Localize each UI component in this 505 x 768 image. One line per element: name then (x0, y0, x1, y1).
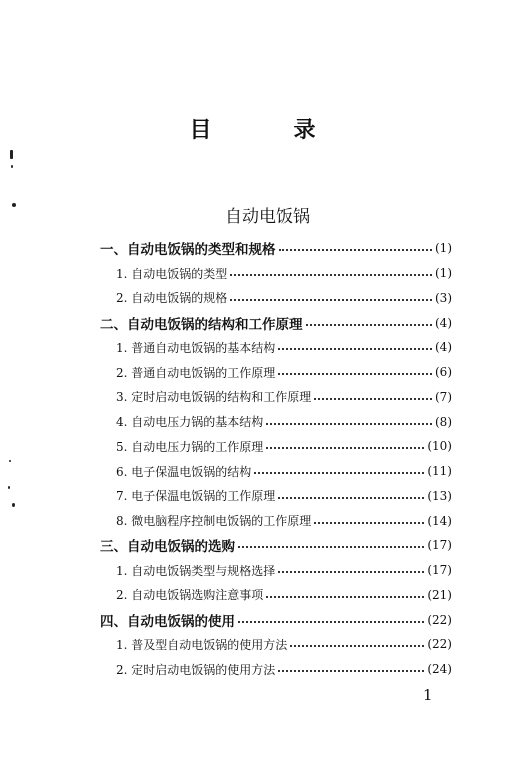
toc-entry-label: 2. 普通自动电饭锅的工作原理 (116, 365, 276, 380)
toc-entry[interactable] (100, 434, 452, 459)
scan-speck (12, 503, 15, 507)
toc-entry-page: (4) (435, 340, 452, 355)
dot-leader (290, 645, 424, 647)
toc-entry[interactable] (100, 310, 452, 335)
toc-entry-label: 7. 电子保温电饭锅的工作原理 (116, 489, 276, 504)
toc-entry-page: (22) (427, 612, 452, 627)
dot-leader (230, 299, 432, 301)
toc-entry[interactable] (100, 335, 452, 360)
toc-entry-page: (14) (427, 513, 452, 528)
dot-leader (314, 522, 424, 524)
dot-leader (278, 497, 424, 499)
toc-entry-label: 二、自动电饭锅的结构和工作原理 (100, 316, 303, 333)
dot-leader (278, 571, 424, 573)
toc-entry-label: 3. 定时启动电饭锅的结构和工作原理 (116, 390, 312, 405)
scan-speck (9, 460, 11, 462)
scan-speck (8, 486, 10, 489)
toc-entry[interactable] (100, 261, 452, 286)
toc-entry[interactable] (100, 607, 452, 632)
toc-entry-label: 1. 普及型自动电饭锅的使用方法 (116, 637, 288, 652)
scan-speck (12, 203, 16, 207)
toc-entry[interactable] (100, 360, 452, 385)
dot-leader (278, 670, 424, 672)
toc-entry-label: 5. 自动电压力锅的工作原理 (116, 439, 264, 454)
toc-entry[interactable] (100, 632, 452, 657)
toc-entry-label: 2. 自动电饭锅的规格 (116, 291, 228, 306)
toc-entry-page: (6) (435, 365, 452, 380)
dot-leader (314, 398, 432, 400)
section-heading: 自动电饭锅 (225, 207, 310, 227)
dot-leader (238, 621, 424, 623)
toc-entry-page: (1) (435, 266, 452, 281)
toc-entry[interactable] (100, 533, 452, 558)
toc-entry-page: (1) (435, 241, 452, 256)
dot-leader (278, 348, 432, 350)
toc-entry-label: 四、自动电饭锅的使用 (100, 613, 235, 630)
toc-entry-label: 1. 自动电饭锅的类型 (116, 266, 228, 281)
toc-entry-page: (8) (435, 414, 452, 429)
toc-entry-label: 1. 普通自动电饭锅的基本结构 (116, 340, 276, 355)
dot-leader (238, 546, 424, 548)
dot-leader (278, 373, 432, 375)
dot-leader (254, 472, 424, 474)
toc-entry-page: (22) (427, 637, 452, 652)
toc-entry[interactable] (100, 508, 452, 533)
toc-entry-page: (21) (427, 587, 452, 602)
toc-entry-page: (10) (427, 439, 452, 454)
toc-entry[interactable] (100, 236, 452, 261)
toc-entry[interactable] (100, 558, 452, 583)
toc-entry[interactable] (100, 286, 452, 311)
dot-leader (266, 447, 424, 449)
toc-entry[interactable] (100, 484, 452, 509)
dot-leader (230, 274, 432, 276)
dot-leader (306, 324, 433, 326)
dot-leader (279, 249, 433, 251)
toc-entry-page: (17) (427, 538, 452, 553)
toc-entry-label: 4. 自动电压力锅的基本结构 (116, 415, 264, 430)
toc-entry[interactable] (100, 459, 452, 484)
toc-entry[interactable] (100, 409, 452, 434)
scan-speck (11, 165, 13, 168)
toc-entry-page: (7) (435, 389, 452, 404)
toc-entry-label: 8. 微电脑程序控制电饭锅的工作原理 (116, 514, 312, 529)
toc-entry-label: 2. 定时启动电饭锅的使用方法 (116, 662, 276, 677)
toc-entry[interactable] (100, 385, 452, 410)
toc-entry-page: (3) (435, 290, 452, 305)
scan-speck (10, 150, 13, 159)
dot-leader (266, 423, 432, 425)
table-of-contents (100, 236, 452, 682)
dot-leader (266, 596, 424, 598)
toc-entry-label: 1. 自动电饭锅类型与规格选择 (116, 563, 276, 578)
toc-entry-page: (11) (427, 464, 452, 479)
toc-entry-page: (24) (427, 662, 452, 677)
toc-entry-page: (17) (427, 563, 452, 578)
toc-entry-label: 三、自动电饭锅的选购 (100, 539, 235, 556)
toc-entry[interactable] (100, 583, 452, 608)
page-number: 1 (423, 686, 433, 704)
page-title: 目 录 (189, 118, 346, 143)
toc-entry-page: (13) (427, 488, 452, 503)
toc-entry[interactable] (100, 657, 452, 682)
toc-entry-label: 一、自动电饭锅的类型和规格 (100, 242, 276, 259)
toc-entry-page: (4) (435, 315, 452, 330)
toc-entry-label: 2. 自动电饭锅选购注意事项 (116, 588, 264, 603)
toc-entry-label: 6. 电子保温电饭锅的结构 (116, 464, 252, 479)
